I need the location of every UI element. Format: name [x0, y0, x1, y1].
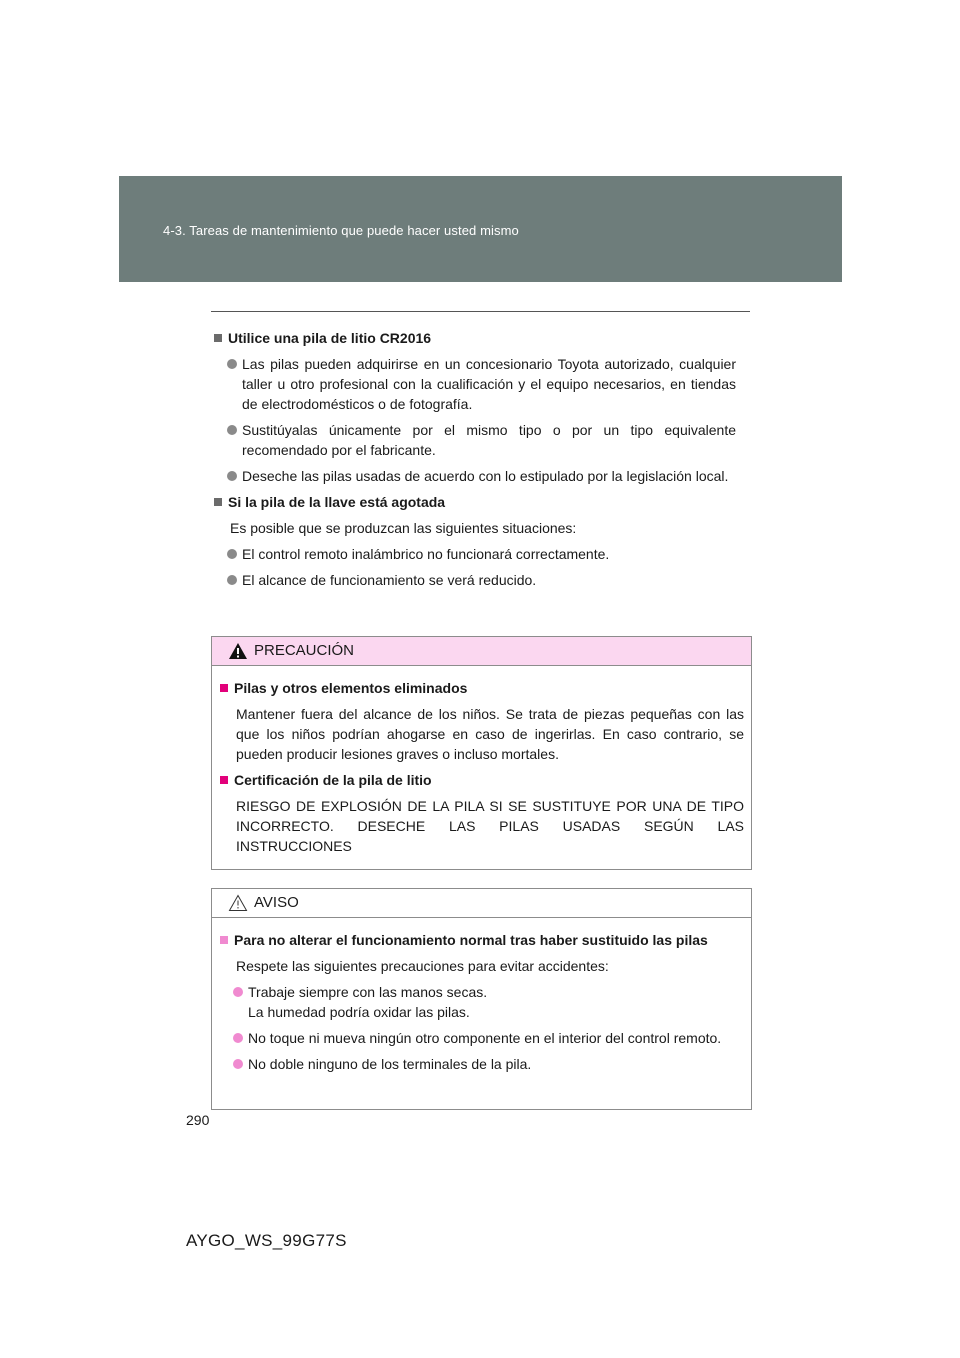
list-item: El alcance de funcionamiento se verá reducido.: [227, 570, 736, 590]
warning-item-text: RIESGO DE EXPLOSIÓN DE LA PILA SI SE SUSTITUYE POR UNA DE TIPO INCORRECTO. DESECHE LAS PILAS USADAS SEGÚN LAS INSTRUCCIONES: [236, 798, 744, 854]
dot-bullet-icon: [227, 471, 237, 481]
dot-bullet-icon: [233, 1059, 243, 1069]
notice-body: [212, 918, 751, 1074]
chapter-title: 4-3. Tareas de mantenimiento que puede hacer usted mismo: [163, 223, 519, 238]
notice-heading: Para no alterar el funcionamiento normal tras haber sustituido las pilas: [218, 930, 744, 950]
square-bullet-icon: [214, 498, 222, 506]
notice-title: AVISO: [254, 894, 299, 911]
section-heading: Utilice una pila de litio CR2016: [212, 328, 736, 348]
warning-body: [212, 666, 751, 856]
list-item: No doble ninguno de los terminales de la pila.: [233, 1054, 744, 1074]
square-bullet-icon: [214, 334, 222, 342]
list-item: El control remoto inalámbrico no funcionará correctamente.: [227, 544, 736, 564]
list-item: Las pilas pueden adquirirse en un concesionario Toyota autorizado, cualquier taller u otro profesional con la cualificación y el equipo necesarios, en tiendas de electrodomésticos o de fotografía.: [227, 354, 736, 414]
header-band: [119, 176, 842, 282]
square-bullet-icon: [220, 776, 228, 784]
notice-triangle-icon: [228, 894, 248, 912]
notice-box: [211, 888, 752, 1110]
list-item: Sustitúyalas únicamente por el mismo tipo o por un tipo equivalente recomendado por el fabricante.: [227, 420, 736, 460]
dot-bullet-icon: [227, 549, 237, 559]
square-bullet-icon: [220, 936, 228, 944]
warning-triangle-icon: [228, 642, 248, 660]
dot-bullet-icon: [227, 359, 237, 369]
section-divider: [211, 311, 750, 312]
list-item: Deseche las pilas usadas de acuerdo con lo estipulado por la legislación local.: [227, 466, 736, 486]
document-code: AYGO_WS_99G77S: [186, 1231, 347, 1250]
square-bullet-icon: [220, 684, 228, 692]
warning-item-heading: Pilas y otros elementos eliminados: [218, 678, 744, 698]
dot-bullet-icon: [227, 575, 237, 585]
notice-intro: Respete las siguientes precauciones para evitar accidentes:: [236, 958, 609, 974]
warning-title: PRECAUCIÓN: [254, 642, 355, 659]
dot-bullet-icon: [233, 1033, 243, 1043]
main-content: [212, 328, 736, 596]
page-number: 290: [186, 1112, 210, 1128]
warning-item-text: Mantener fuera del alcance de los niños. Se trata de piezas pequeñas con las que los niños podrían ahogarse en caso de ingerirlas. En caso contrario, se pueden producir lesiones graves o incluso mortales.: [236, 706, 744, 762]
section-intro: Es posible que se produzcan las siguientes situaciones:: [230, 520, 577, 536]
warning-item-heading: Certificación de la pila de litio: [218, 770, 744, 790]
list-item: No toque ni mueva ningún otro componente en el interior del control remoto.: [233, 1028, 744, 1048]
section-heading: Si la pila de la llave está agotada: [212, 492, 736, 512]
warning-box: [211, 636, 752, 870]
notice-header: [212, 889, 751, 918]
list-item: Trabaje siempre con las manos secas. La humedad podría oxidar las pilas.: [233, 982, 744, 1022]
warning-header: [212, 637, 751, 666]
dot-bullet-icon: [227, 425, 237, 435]
dot-bullet-icon: [233, 987, 243, 997]
